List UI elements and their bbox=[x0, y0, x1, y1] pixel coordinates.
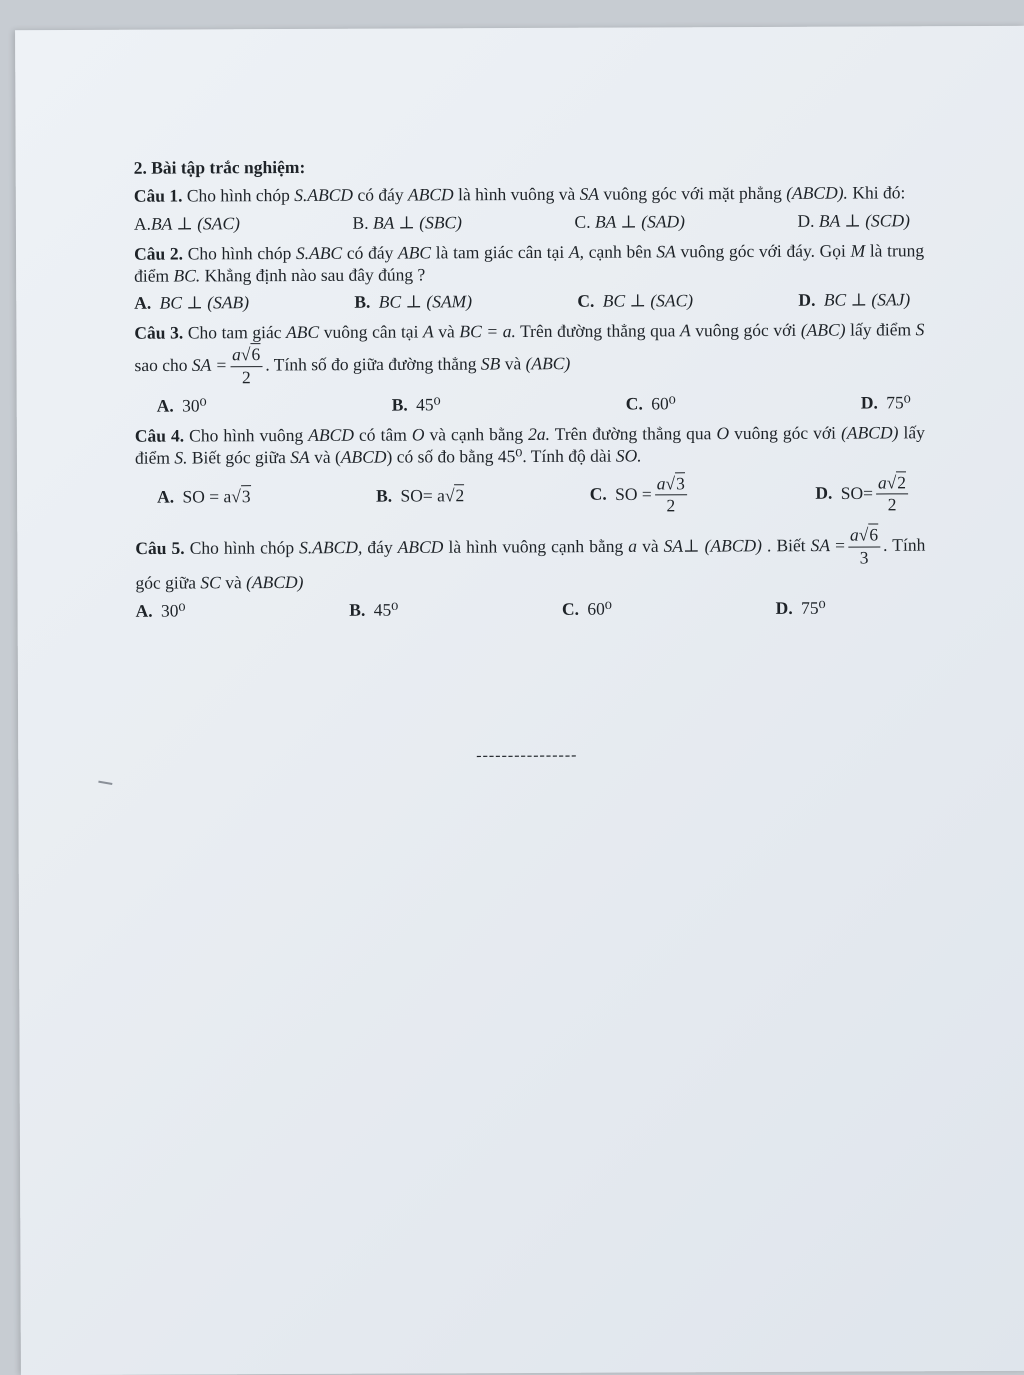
question-text: cạnh bên bbox=[583, 241, 657, 262]
option-key: B. bbox=[349, 599, 366, 620]
option-a: A. SO = a√3 bbox=[157, 486, 251, 507]
option-text: 45⁰ bbox=[373, 599, 399, 620]
option-key: A. bbox=[156, 395, 174, 416]
question-text: = bbox=[830, 535, 846, 556]
fraction-denominator: 2 bbox=[241, 367, 251, 388]
math-term: a bbox=[232, 344, 241, 365]
question-text: vuông góc với bbox=[690, 320, 801, 341]
math-term: (ABC) bbox=[525, 353, 571, 374]
radicand: 2 bbox=[897, 471, 907, 492]
math-term: SA bbox=[290, 446, 310, 467]
question-label: Câu 3. bbox=[134, 322, 184, 343]
question-text: . Tính số đo giữa đường thẳng bbox=[265, 353, 481, 375]
options-1 bbox=[134, 210, 924, 235]
option-key: A. bbox=[134, 292, 152, 314]
question-text: sao cho bbox=[134, 354, 192, 376]
option-text: 30⁰ bbox=[182, 395, 207, 416]
option-c bbox=[590, 473, 690, 518]
option-text: BC ⊥ (SAC) bbox=[602, 290, 694, 312]
option-text: BA ⊥ (SAD) bbox=[594, 211, 686, 232]
fraction-numerator: a√3 bbox=[655, 473, 687, 496]
math-term: (ABC) bbox=[800, 319, 846, 341]
question-text: vuông góc với bbox=[729, 422, 842, 443]
fraction-numerator: a√2 bbox=[876, 472, 908, 495]
radicand: 6 bbox=[869, 524, 879, 545]
math-term: S. bbox=[174, 447, 188, 468]
question-label: Câu 4. bbox=[134, 425, 185, 446]
math-term: a bbox=[877, 471, 887, 492]
option-text: SO = bbox=[615, 483, 652, 504]
option-a bbox=[134, 213, 240, 235]
option-b: B. SO= a√2 bbox=[376, 485, 465, 506]
option-text: 45⁰ bbox=[416, 394, 441, 415]
option-text: SO= a bbox=[400, 485, 445, 506]
options-5 bbox=[136, 597, 926, 622]
question-text: Cho hình chóp bbox=[184, 537, 300, 559]
question-text: và bbox=[636, 536, 664, 557]
options-2 bbox=[134, 290, 924, 315]
question-label: Câu 5. bbox=[135, 538, 185, 559]
option-key: D. bbox=[860, 392, 878, 413]
option-text: 75⁰ bbox=[801, 597, 826, 618]
option-key: B. bbox=[354, 292, 371, 313]
option-text: SO= bbox=[840, 482, 874, 503]
option-a bbox=[157, 395, 207, 417]
option-text: BA ⊥ (SCD) bbox=[818, 210, 910, 231]
math-term: a bbox=[628, 536, 638, 557]
option-key: C. bbox=[561, 598, 580, 619]
option-text: BA ⊥ (SBC) bbox=[372, 212, 463, 233]
math-term: A bbox=[679, 320, 691, 341]
option-c bbox=[562, 598, 612, 620]
question-text: . Tính góc giữa bbox=[135, 534, 926, 593]
math-term: S.ABCD bbox=[294, 184, 354, 205]
question-text: và bbox=[433, 321, 460, 342]
question-text: có đáy bbox=[353, 184, 409, 205]
math-term: ABCD bbox=[340, 446, 387, 467]
option-c bbox=[626, 393, 676, 415]
question-2 bbox=[134, 240, 924, 287]
math-term: A bbox=[422, 321, 434, 342]
option-text: BC ⊥ (SAM) bbox=[378, 291, 473, 313]
math-term: O bbox=[716, 422, 730, 443]
option-key: D. bbox=[775, 597, 793, 618]
question-text: và bbox=[220, 572, 247, 593]
fraction-denominator: 2 bbox=[887, 494, 897, 515]
option-text: 60⁰ bbox=[587, 598, 612, 619]
question-text: Trên đường thẳng qua bbox=[549, 422, 717, 444]
fraction-numerator: a√6 bbox=[230, 344, 262, 367]
question-text: Cho tam giác bbox=[183, 322, 287, 343]
question-text: lấy điểm bbox=[134, 421, 925, 468]
math-term: SA bbox=[579, 183, 600, 204]
fraction-denominator: 2 bbox=[666, 495, 676, 516]
option-text: BC ⊥ (SAJ) bbox=[823, 289, 911, 311]
question-text: là hình vuông và bbox=[453, 183, 580, 205]
math-term: a bbox=[849, 524, 859, 545]
option-key: A. bbox=[135, 600, 153, 621]
question-3 bbox=[134, 319, 924, 389]
question-5 bbox=[135, 524, 925, 594]
option-c bbox=[574, 211, 685, 233]
exercise-content bbox=[133, 154, 926, 765]
question-text: . Biết bbox=[761, 535, 811, 556]
option-key: C. bbox=[574, 211, 591, 232]
question-text: và ( bbox=[309, 446, 341, 467]
options-4 bbox=[135, 472, 925, 520]
math-term: ABCD bbox=[407, 184, 454, 205]
option-a bbox=[134, 293, 249, 315]
end-marker: ---------------- bbox=[476, 746, 578, 765]
math-term: O bbox=[411, 424, 425, 445]
math-term: ABC bbox=[397, 242, 432, 263]
math-term: SA⊥ (ABCD) bbox=[663, 535, 762, 557]
question-text: có đáy bbox=[342, 242, 399, 263]
math-term: BC. bbox=[173, 264, 201, 286]
option-text: SO = a bbox=[182, 486, 232, 507]
option-b bbox=[392, 394, 441, 416]
option-key: A. bbox=[157, 486, 175, 507]
option-key: C. bbox=[577, 291, 595, 312]
radicand: 3 bbox=[676, 472, 685, 493]
option-b bbox=[354, 292, 472, 314]
option-key: B. bbox=[352, 212, 369, 233]
option-key: D. bbox=[797, 210, 815, 231]
option-d bbox=[798, 290, 910, 312]
option-key: C. bbox=[625, 393, 643, 414]
question-text: Cho hình chóp bbox=[182, 242, 297, 264]
question-text: vuông góc với đáy. Gọi bbox=[675, 240, 851, 261]
fraction bbox=[655, 473, 687, 518]
option-d bbox=[797, 210, 909, 232]
math-term: S.ABC bbox=[295, 242, 343, 263]
question-text: Trên đường thẳng qua bbox=[515, 320, 680, 342]
option-key: D. bbox=[815, 482, 833, 503]
question-text: có tâm bbox=[353, 424, 412, 445]
math-term: (ABCD) bbox=[841, 422, 899, 443]
option-text: 30⁰ bbox=[160, 600, 186, 621]
fraction-numerator: a√6 bbox=[848, 525, 880, 548]
question-text: Cho hình chóp bbox=[182, 184, 295, 206]
option-b bbox=[349, 599, 398, 621]
option-text: BC ⊥ (SAB) bbox=[159, 292, 250, 313]
option-d bbox=[815, 472, 911, 517]
math-term: ABCD bbox=[397, 536, 444, 558]
math-term: SA bbox=[656, 240, 676, 262]
option-d bbox=[776, 598, 826, 620]
option-text: 60⁰ bbox=[651, 393, 676, 414]
question-text: Cho hình vuông bbox=[184, 424, 309, 446]
section-title: 2. Bài tập trắc nghiệm: bbox=[133, 156, 306, 178]
option-a bbox=[136, 600, 186, 622]
math-term: (ABCD) bbox=[246, 571, 304, 593]
option-key: A. bbox=[133, 213, 151, 234]
option-key: B. bbox=[376, 485, 393, 506]
math-term: M bbox=[850, 240, 866, 261]
pen-mark bbox=[98, 781, 112, 785]
option-b bbox=[352, 212, 462, 234]
math-term: ABC bbox=[286, 322, 320, 343]
question-text: vuông cân tại bbox=[319, 321, 424, 343]
math-term: SC bbox=[200, 572, 221, 593]
question-text: Khi đó: bbox=[847, 182, 906, 203]
question-text: và cạnh bằng bbox=[424, 423, 529, 445]
math-term: 2a. bbox=[528, 423, 551, 444]
option-key: D. bbox=[798, 290, 816, 311]
radicand: 2 bbox=[455, 485, 465, 506]
question-text: lấy điểm bbox=[845, 319, 916, 340]
option-d bbox=[861, 392, 911, 414]
radicand: 3 bbox=[241, 486, 251, 507]
math-term: SO. bbox=[615, 445, 642, 466]
question-label: Câu 1. bbox=[133, 185, 183, 206]
math-term: S bbox=[915, 319, 925, 340]
fraction bbox=[230, 344, 262, 389]
math-term: (ABCD). bbox=[786, 182, 848, 203]
math-term: SB bbox=[480, 353, 501, 374]
question-text: vuông góc với mặt phẳng bbox=[598, 182, 787, 204]
radicand: 6 bbox=[251, 344, 261, 365]
option-text: 75⁰ bbox=[886, 392, 911, 413]
question-1 bbox=[134, 182, 924, 207]
option-key: B. bbox=[391, 394, 408, 415]
math-term: SA = bbox=[191, 354, 228, 375]
option-key: C. bbox=[589, 483, 607, 504]
question-text: và bbox=[500, 353, 526, 374]
option-text: BA ⊥ (SAC) bbox=[150, 212, 241, 234]
fraction-denominator: 3 bbox=[859, 547, 869, 568]
question-text: là hình vuông cạnh bằng bbox=[443, 536, 629, 557]
math-term: A, bbox=[568, 241, 585, 262]
question-text: là trung điểm bbox=[134, 239, 925, 286]
question-text: đáy bbox=[362, 537, 398, 558]
question-text: Khẳng định nào sau đây đúng ? bbox=[200, 263, 426, 285]
fraction bbox=[876, 472, 908, 517]
math-term: ABCD bbox=[308, 424, 355, 445]
math-term: a bbox=[656, 472, 666, 493]
option-c bbox=[577, 291, 693, 313]
question-text: ) có số đo bằng 45⁰. Tính độ dài bbox=[386, 445, 616, 467]
question-text: là tam giác cân tại bbox=[431, 241, 569, 263]
math-term: BC = a. bbox=[459, 321, 516, 342]
question-text: Biết góc giữa bbox=[187, 446, 291, 468]
paper-sheet bbox=[15, 26, 1024, 1375]
math-term: SA bbox=[810, 535, 831, 556]
fraction bbox=[848, 525, 880, 570]
options-3 bbox=[135, 392, 925, 417]
question-4 bbox=[135, 422, 925, 469]
math-term: S.ABCD, bbox=[299, 537, 363, 558]
question-label: Câu 2. bbox=[134, 243, 184, 264]
